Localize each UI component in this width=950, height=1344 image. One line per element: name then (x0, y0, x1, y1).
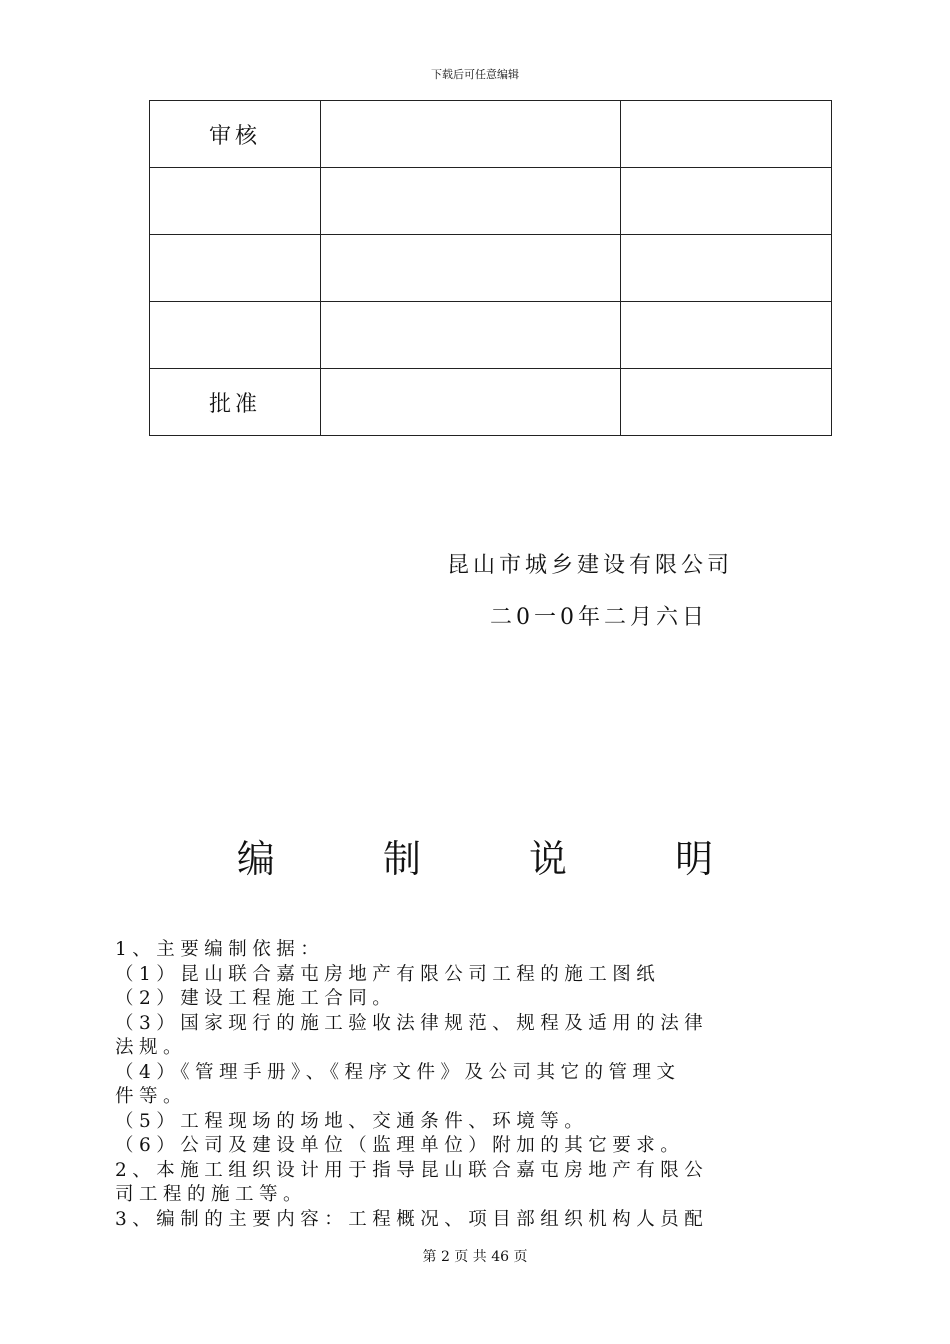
body-line: 法规。 (115, 1037, 188, 1058)
section-title: 编 制 说 明 (236, 837, 762, 881)
table-cell (321, 168, 621, 235)
table-cell (321, 101, 621, 168)
body-line: 2、本施工组织设计用于指导昆山联合嘉屯房地产有限公 (115, 1159, 709, 1181)
body-line: （3）国家现行的施工验收法律规范、规程及适用的法律 (115, 1012, 709, 1034)
row-label (150, 302, 321, 369)
document-date: 二0一0年二月六日 (490, 605, 708, 630)
page-number: 第 2 页 共 46 页 (422, 1249, 528, 1265)
body-line: （1）昆山联合嘉屯房地产有限公司工程的施工图纸 (115, 963, 661, 985)
company-name: 昆山市城乡建设有限公司 (447, 553, 734, 578)
body-line: 3、编制的主要内容：工程概况、项目部组织机构人员配 (115, 1208, 709, 1230)
body-line: （2）建设工程施工合同。 (115, 988, 397, 1009)
table-cell (321, 302, 621, 369)
body-text (115, 938, 860, 1232)
body-line: （6）公司及建设单位（监理单位）附加的其它要求。 (115, 1135, 685, 1156)
header-note: 下载后可任意编辑 (431, 68, 519, 81)
table-cell (321, 235, 621, 302)
body-line: （5）工程现场的场地、交通条件、环境等。 (115, 1110, 589, 1132)
table-cell (321, 369, 621, 436)
table-row (150, 369, 832, 436)
table-cell (621, 235, 832, 302)
table-cell (621, 369, 832, 436)
row-label (150, 168, 321, 235)
table-row (150, 101, 832, 168)
table-cell (621, 168, 832, 235)
body-line: （4）《管理手册》、《程序文件》及公司其它的管理文 (115, 1061, 681, 1083)
row-label (150, 235, 321, 302)
row-label-approve: 批准 (150, 369, 321, 436)
body-line: 件等。 (115, 1086, 188, 1107)
table-row (150, 235, 832, 302)
table-row (150, 168, 832, 235)
body-line: 1、主要编制依据： (115, 939, 325, 960)
body-line: 司工程的施工等。 (115, 1184, 308, 1205)
approval-table (149, 100, 832, 436)
table-row (150, 302, 832, 369)
row-label-review: 审核 (150, 101, 321, 168)
table-cell (621, 101, 832, 168)
table-cell (621, 302, 832, 369)
